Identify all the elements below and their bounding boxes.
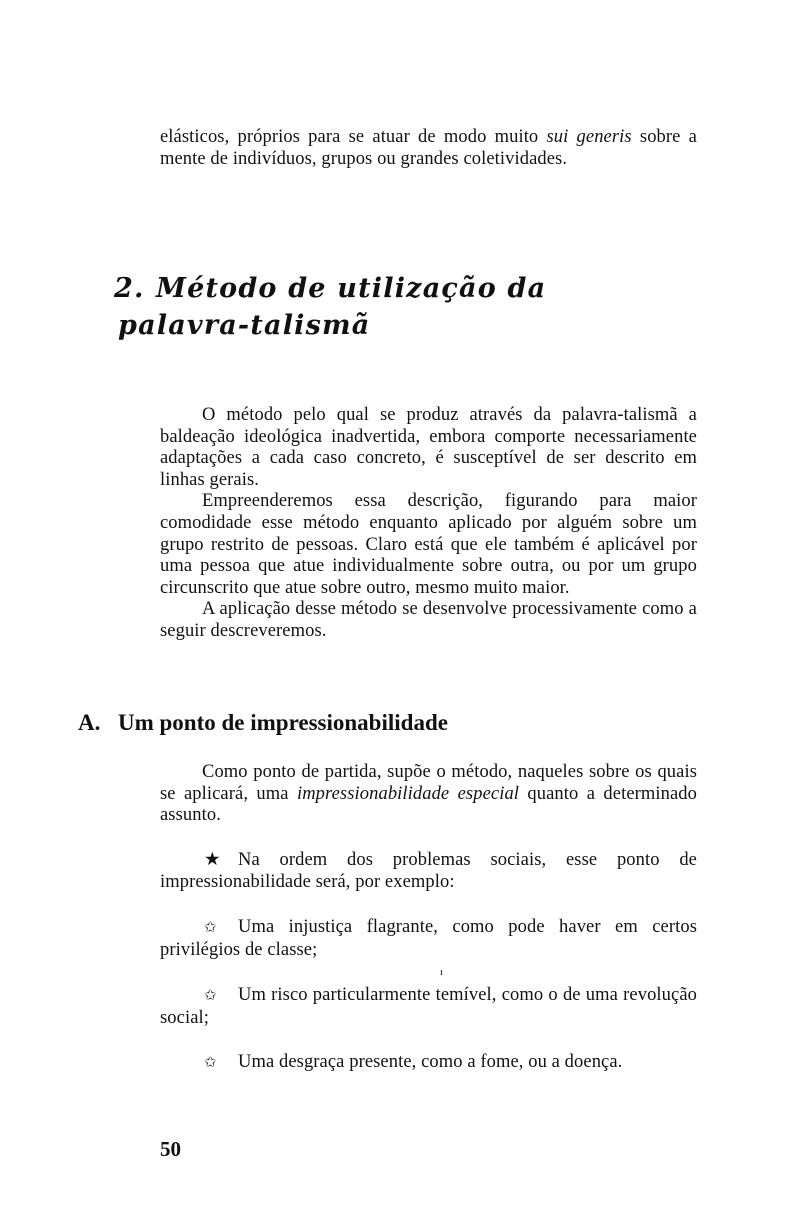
main-bullet-text [160,850,697,893]
outline-star-icon: ✩ [204,1055,217,1071]
paragraph-a1 [160,762,697,827]
sub-item-3-text [160,1052,697,1075]
sub-item-1-text [160,917,697,961]
section-a-letter: A. [78,710,101,735]
intro-rest: sobre a mente de indivíduos, grupos ou grandes coletividades. [160,127,697,169]
section-a-paragraph [160,762,697,827]
page-number: 50 [160,1137,181,1161]
section-2-title-line2: palavra-talismã [118,310,371,341]
paragraph-3: A aplicação desse método se desenvolve processivamente como a seguir descreveremos. [160,599,697,641]
star-bullet-icon: ★ [204,850,221,870]
section-2-number: 2. [114,273,145,304]
main-bullet [160,850,697,893]
paragraph-a1-after: quanto a determinado assunto. [160,783,697,826]
intro-line: elásticos, próprios para se atuar de modo muito [160,127,539,147]
intro-text [160,127,697,170]
paragraph-1: O método pelo qual se produz através da palavra-talismã a baldeação ideológica inadvertida, embora comporte necessariamente adaptações a cada caso concreto, é susceptível de ser descrito em linhas gerais. [160,405,697,490]
section-a-heading [78,708,448,738]
sub-item-1-label: Uma injustiça flagrante, como pode haver em certos privilégios de classe; [160,917,697,960]
intro-paragraph [160,127,697,170]
paragraph-a1-before: Como ponto de partida, supõe o método, naqueles sobre os quais se aplicará, uma [160,762,697,804]
intro-emphasis: sui generis [546,127,632,147]
paragraph-a1-emphasis: impressionabilidade especial [296,783,520,804]
section-2-heading [114,270,674,344]
sub-item-2 [160,985,697,1029]
sub-item-3 [160,1052,697,1075]
section-a-title: Um ponto de impressionabilidade [118,710,448,735]
main-bullet-label: Na ordem dos problemas sociais, esse ponto de impressionabilidade será, por exemplo: [160,850,697,892]
sub-item-2-label: Um risco particularmente temível, como o de uma revolução social; [160,985,697,1028]
sub-item-2-text [160,985,697,1029]
outline-star-icon: ✩ [204,920,217,936]
section-2-body [160,405,697,643]
paragraph-2: Empreenderemos essa descrição, figurando para maior comodidade esse método enquanto aplicado por alguém sobre um grupo restrito de pessoas. Claro está que ele também é aplicável por uma pessoa que atue individualmente sobre outra, ou por um grupo circunscrito que atue sobre outro, mesmo muito maior. [160,491,697,598]
sub-item-1 [160,917,697,961]
stray-mark: ı [440,967,443,978]
sub-item-3-label: Uma desgraça presente, como a fome, ou a doença. [238,1052,623,1072]
outline-star-icon: ✩ [204,988,217,1004]
section-2-title-line1: Método de utilização da [156,273,547,304]
